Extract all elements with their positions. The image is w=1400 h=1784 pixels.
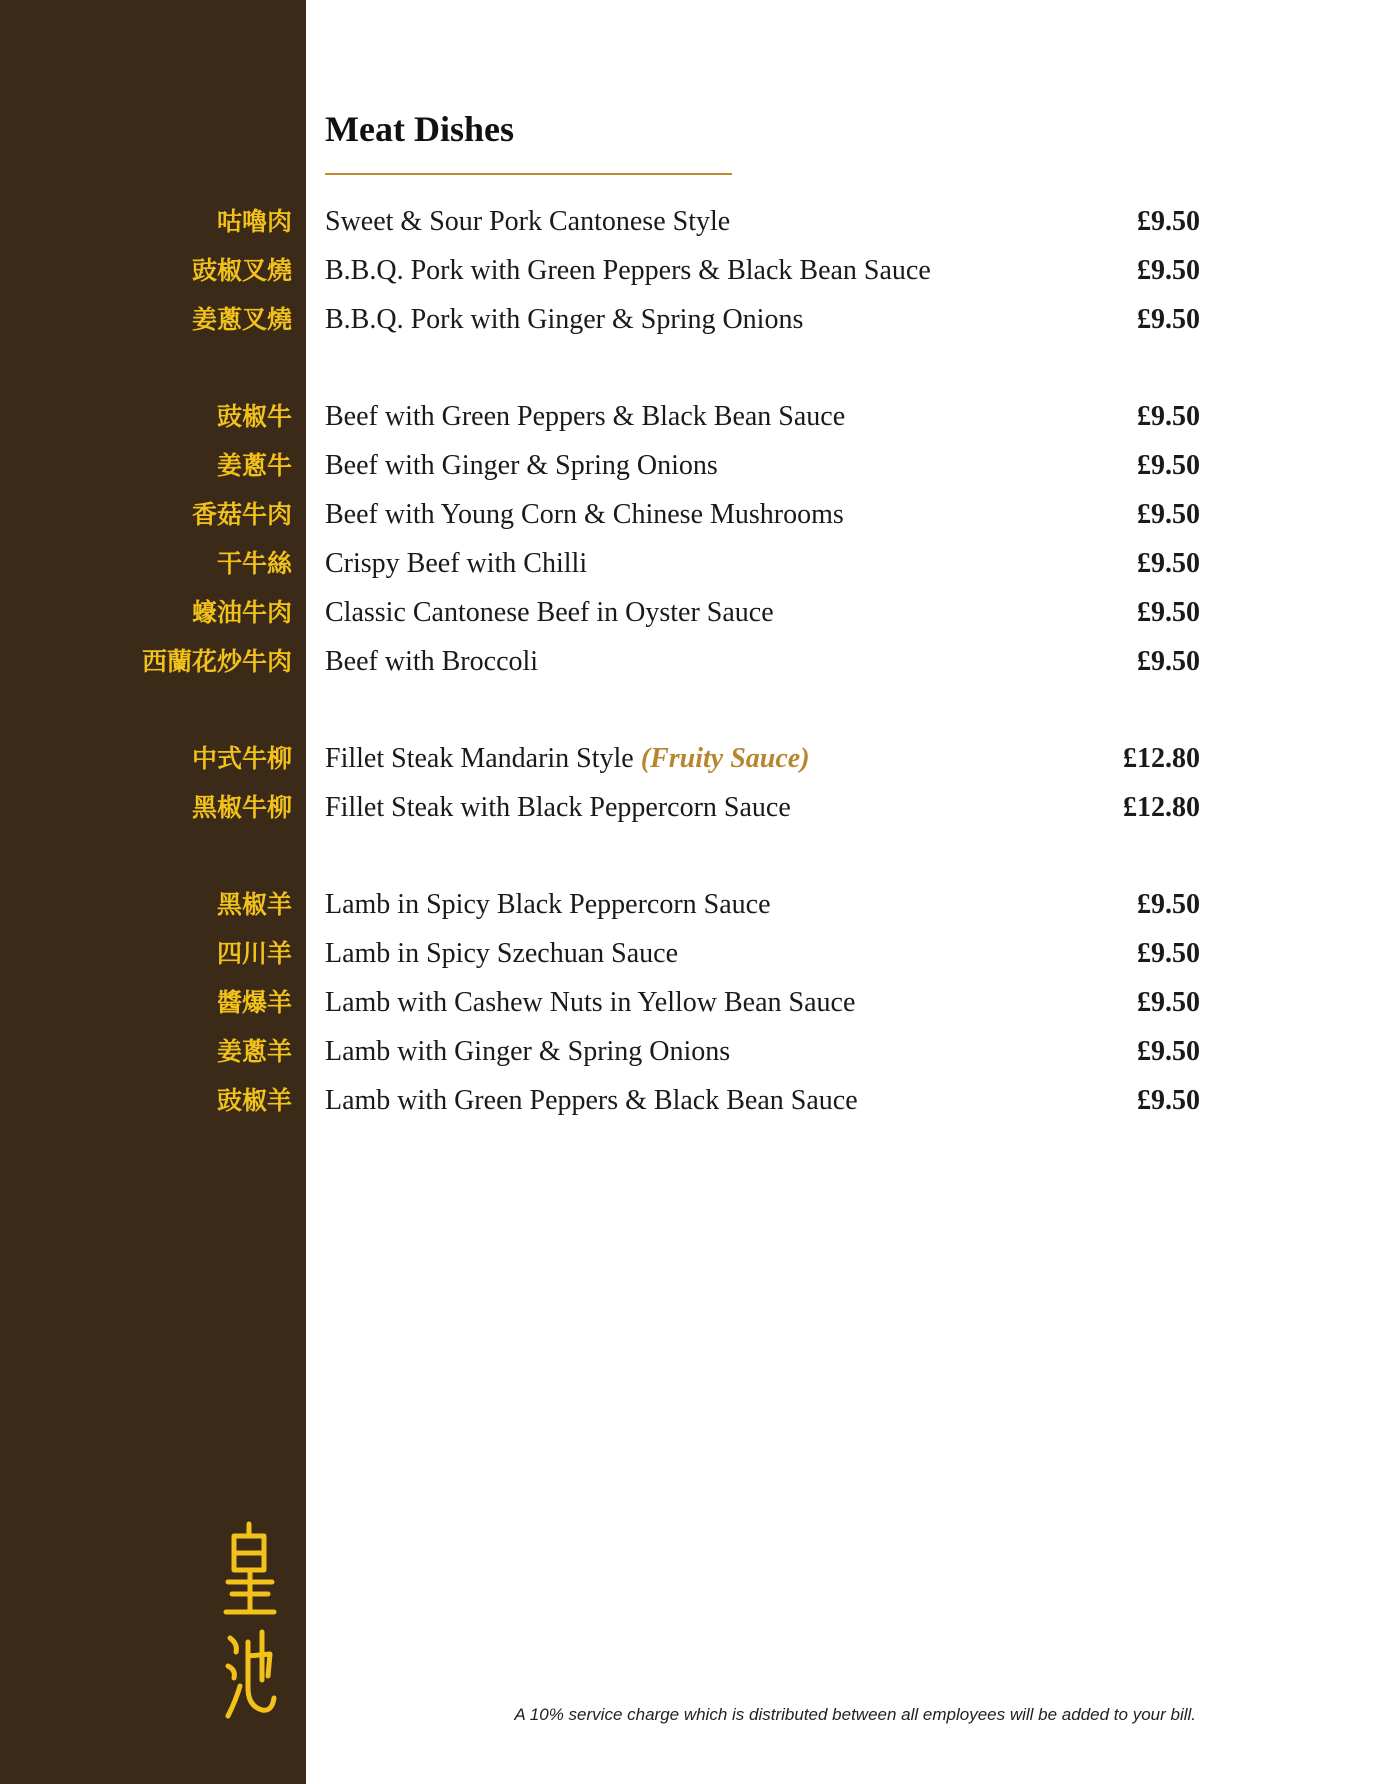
item-name-text: Crispy Beef with Chilli <box>325 548 588 579</box>
item-chinese-name: 豉椒牛 <box>216 402 292 431</box>
item-english-name <box>325 542 587 586</box>
item-english-name <box>325 981 855 1025</box>
menu-item <box>0 542 1400 586</box>
item-english-name <box>325 932 678 976</box>
item-chinese-name: 干牛絲 <box>216 549 292 578</box>
item-chinese-name: 西蘭花炒牛肉 <box>141 647 292 676</box>
item-name-text: Beef with Ginger & Spring Onions <box>325 450 718 481</box>
item-chinese-name: 四川羊 <box>216 939 292 968</box>
menu-item <box>0 883 1400 927</box>
item-english-name <box>325 493 844 537</box>
item-english-name <box>325 640 538 684</box>
item-price: £12.80 <box>1123 743 1200 774</box>
item-chinese-name: 姜蔥牛 <box>216 451 292 480</box>
item-chinese-name: 豉椒叉燒 <box>191 256 292 285</box>
item-english-name <box>325 591 774 635</box>
item-english-name <box>325 737 810 781</box>
item-name-text: Lamb with Ginger & Spring Onions <box>325 1036 731 1067</box>
menu-item <box>0 298 1400 342</box>
service-charge-note: A 10% service charge which is distributed between all employees will be added to your bill. <box>514 1705 1196 1724</box>
menu-item <box>0 493 1400 537</box>
menu-item <box>0 591 1400 635</box>
item-chinese-name: 姜蔥羊 <box>216 1037 292 1066</box>
menu-item <box>0 200 1400 244</box>
item-chinese-name: 黑椒牛柳 <box>191 793 292 822</box>
item-price: £12.80 <box>1123 792 1200 823</box>
menu-item <box>0 249 1400 293</box>
item-price: £9.50 <box>1137 889 1200 920</box>
item-name-text: Beef with Young Corn & Chinese Mushrooms <box>325 499 844 530</box>
item-name-text: Fillet Steak with Black Peppercorn Sauce <box>325 792 791 823</box>
item-name-text: Fillet Steak Mandarin Style <box>325 743 634 774</box>
item-price: £9.50 <box>1137 304 1200 335</box>
menu-item <box>0 444 1400 488</box>
item-english-name <box>325 1030 730 1074</box>
menu-item <box>0 1079 1400 1123</box>
menu-item <box>0 981 1400 1025</box>
item-name-text: Sweet & Sour Pork Cantonese Style <box>325 206 731 237</box>
item-price: £9.50 <box>1137 206 1200 237</box>
item-chinese-name: 香菇牛肉 <box>191 500 292 529</box>
menu-item <box>0 737 1400 781</box>
menu-item <box>0 395 1400 439</box>
seal-logo-icon <box>222 1520 278 1725</box>
item-chinese-name: 蠔油牛肉 <box>191 598 292 627</box>
item-price: £9.50 <box>1137 255 1200 286</box>
item-price: £9.50 <box>1137 450 1200 481</box>
item-english-name <box>325 249 931 293</box>
title-divider <box>325 173 732 175</box>
item-english-name <box>325 298 803 342</box>
item-english-name <box>325 395 845 439</box>
item-price: £9.50 <box>1137 548 1200 579</box>
item-chinese-name: 中式牛柳 <box>191 744 292 773</box>
item-chinese-name: 姜蔥叉燒 <box>191 305 292 334</box>
menu-item <box>0 932 1400 976</box>
item-english-name <box>325 1079 858 1123</box>
menu-item <box>0 1030 1400 1074</box>
item-price: £9.50 <box>1137 401 1200 432</box>
item-chinese-name: 豉椒羊 <box>216 1086 292 1115</box>
item-note: (Fruity Sauce) <box>640 743 810 774</box>
item-chinese-name: 咕嚕肉 <box>216 207 292 236</box>
item-chinese-name: 醬爆羊 <box>216 988 292 1017</box>
item-name-text: Beef with Green Peppers & Black Bean Sauce <box>325 401 846 432</box>
item-name-text: Beef with Broccoli <box>325 646 539 677</box>
item-price: £9.50 <box>1137 987 1200 1018</box>
item-english-name <box>325 200 730 244</box>
item-price: £9.50 <box>1137 1085 1200 1116</box>
item-price: £9.50 <box>1137 597 1200 628</box>
page-title: Meat Dishes <box>325 109 514 149</box>
item-english-name <box>325 883 771 927</box>
item-name-text: Lamb with Green Peppers & Black Bean Sauce <box>325 1085 858 1116</box>
item-name-text: B.B.Q. Pork with Ginger & Spring Onions <box>325 304 804 335</box>
item-chinese-name: 黑椒羊 <box>216 890 292 919</box>
item-name-text: Lamb with Cashew Nuts in Yellow Bean Sauce <box>325 987 856 1018</box>
item-price: £9.50 <box>1137 938 1200 969</box>
item-name-text: Lamb in Spicy Szechuan Sauce <box>325 938 679 969</box>
item-price: £9.50 <box>1137 499 1200 530</box>
item-name-text: B.B.Q. Pork with Green Peppers & Black Bean Sauce <box>325 255 931 286</box>
item-english-name <box>325 444 718 488</box>
item-english-name <box>325 786 791 830</box>
item-price: £9.50 <box>1137 1036 1200 1067</box>
item-name-text: Lamb in Spicy Black Peppercorn Sauce <box>325 889 771 920</box>
item-name-text: Classic Cantonese Beef in Oyster Sauce <box>325 597 774 628</box>
menu-item <box>0 786 1400 830</box>
menu-item <box>0 640 1400 684</box>
item-price: £9.50 <box>1137 646 1200 677</box>
